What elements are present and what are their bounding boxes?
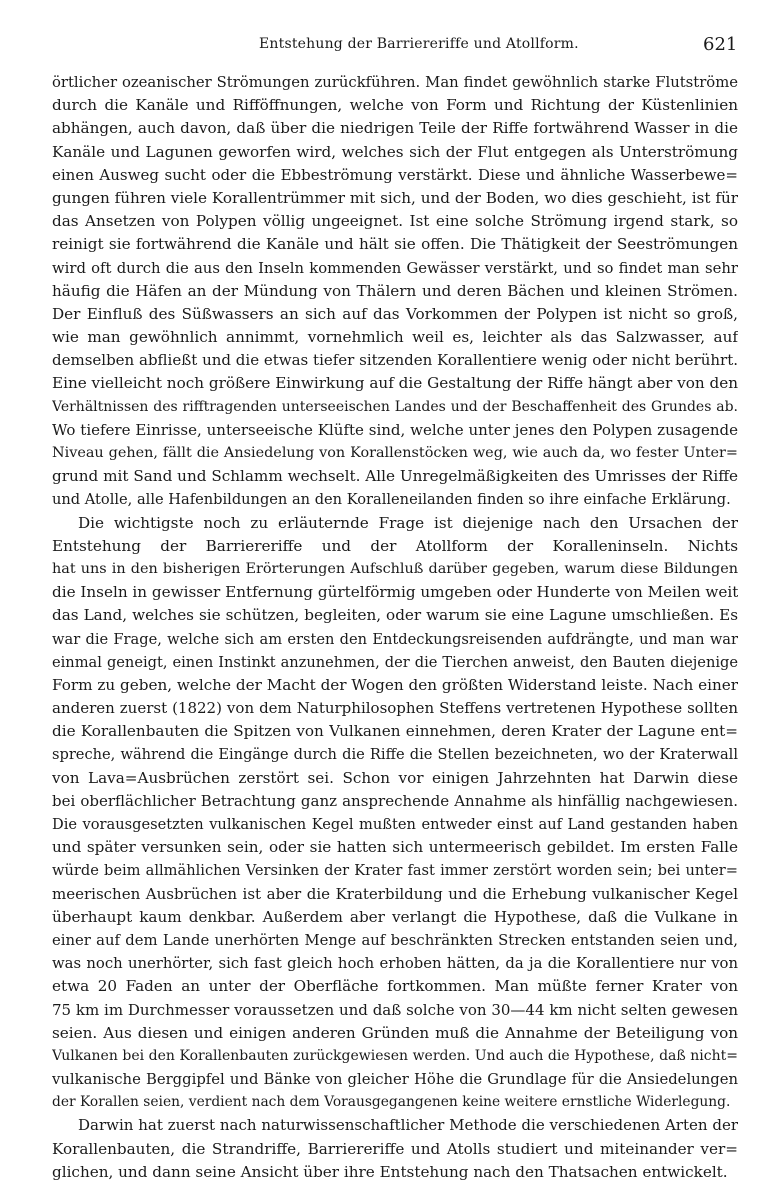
text-line: vulkanische Berggipfel und Bänke von gleicher Höhe die Grundlage für die Ansiedelungen xyxy=(52,1071,738,1089)
text-line: reinigt sie fortwährend die Kanäle und hält sie offen. Die Thätigkeit der Seeströmungen xyxy=(52,235,738,254)
text-line: glichen, und dann seine Ansicht über ihre Entstehung nach den Thatsachen entwickelt. xyxy=(52,1162,728,1181)
text-line: das Ansetzen von Polypen völlig ungeeignet. Ist eine solche Strömung irgend stark, so xyxy=(52,212,738,231)
text-line: örtlicher ozeanischer Strömungen zurückführen. Man findet gewöhnlich starke Flutströme xyxy=(52,74,738,91)
text-line: anderen zuerst (1822) von dem Naturphilosophen Steffens vertretenen Hypothese sollten xyxy=(52,699,738,718)
text-line: häufig die Häfen an der Mündung von Thälern und deren Bächen und kleinen Strömen. xyxy=(52,281,738,300)
text-line: seien. Aus diesen und einigen anderen Gründen muß die Annahme der Beteiligung von xyxy=(52,1023,738,1042)
text-line: Darwin hat zuerst nach naturwissenschaftlicher Methode die verschiedenen Arten der xyxy=(78,1116,738,1135)
text-line: Eine vielleicht noch größere Einwirkung auf die Gestaltung der Riffe hängt aber von den xyxy=(52,374,738,393)
text-line: Kanäle und Lagunen geworfen wird, welches sich der Flut entgegen als Unterströmung xyxy=(52,142,738,161)
text-line: einen Ausweg sucht oder die Ebbeströmung verstärkt. Diese und ähnliche Wasserbewe= xyxy=(52,165,738,184)
text-line: Niveau gehen, fällt die Ansiedelung von Korallenstöcken weg, wie auch da, wo fester Unter= xyxy=(52,445,738,461)
text-line: Vulkanen bei den Korallenbauten zurückgewiesen werden. Und auch die Hypothese, daß nicht= xyxy=(52,1047,738,1064)
text-line: wie man gewöhnlich annimmt, vornehmlich weil es, leichter als das Salzwasser, auf xyxy=(52,328,738,347)
text-line: wird oft durch die aus den Inseln kommenden Gewässer verstärkt, und so findet man sehr xyxy=(52,259,738,277)
text-line: hat uns in den bisherigen Erörterungen Aufschluß darüber gegeben, warum diese Bildungen xyxy=(52,560,738,577)
text-line: die Korallenbauten die Spitzen von Vulkanen einnehmen, deren Krater der Lagune ent= xyxy=(52,722,738,741)
running-title: Entstehung der Barriereriffe und Atollform. xyxy=(259,36,579,52)
paragraph xyxy=(52,512,738,1115)
page-number: 621 xyxy=(703,34,738,55)
text-line: Die wichtigste noch zu erläuternde Frage ist diejenige nach den Ursachen der xyxy=(78,513,738,532)
text-line: spreche, während die Eingänge durch die Riffe die Stellen bezeichneten, wo der Kraterwall xyxy=(52,746,738,764)
text-line: Wo tiefere Einrisse, unterseeische Klüfte sind, welche unter jenes den Polypen zusagende xyxy=(52,420,738,439)
text-line: gungen führen viele Korallentrümmer mit sich, und der Boden, wo dies geschieht, ist für xyxy=(52,188,738,207)
text-line: Der Einfluß des Süßwassers an sich auf das Vorkommen der Polypen ist nicht so groß, xyxy=(52,304,738,323)
text-line: einmal geneigt, einen Instinkt anzunehmen, der die Tierchen anweist, den Bauten diejenige xyxy=(52,653,738,671)
text-line: die Inseln in gewisser Entfernung gürtelförmig umgeben oder Hunderte von Meilen weit xyxy=(52,583,738,602)
text-line: von Lava=Ausbrüchen zerstört sei. Schon vor einigen Jahrzehnten hat Darwin diese xyxy=(52,768,738,787)
text-line: demselben abfließt und die etwas tiefer sitzenden Korallentiere wenig oder nicht berührt. xyxy=(52,351,738,370)
text-line: war die Frage, welche sich am ersten den Entdeckungsreisenden aufdrängte, und man war xyxy=(52,630,738,648)
text-line: Verhältnissen des rifftragenden unterseeischen Landes und der Beschaffenheit des Grundes ab. xyxy=(52,398,738,415)
running-head xyxy=(0,34,781,58)
text-line: meerischen Ausbrüchen ist aber die Kraterbildung und die Erhebung vulkanischer Kegel xyxy=(52,884,738,903)
text-line: etwa 20 Faden an unter der Oberfläche fortkommen. Man müßte ferner Krater von xyxy=(52,977,738,996)
body-text xyxy=(52,71,738,1184)
text-line: bei oberflächlicher Betrachtung ganz ansprechende Annahme als hinfällig nachgewiesen. xyxy=(52,791,738,810)
paragraph xyxy=(52,71,738,512)
text-line: durch die Kanäle und Rifföffnungen, welche von Form und Richtung der Küstenlinien xyxy=(52,96,738,115)
text-line: der Korallen seien, verdient nach dem Vorausgegangenen keine weitere ernstliche Widerlegung. xyxy=(52,1094,731,1111)
text-line: und später versunken sein, oder sie hatten sich untermeerisch gebildet. Im ersten Falle xyxy=(52,838,738,857)
text-line: 75 km im Durchmesser voraussetzen und daß solche von 30—44 km nicht selten gewesen xyxy=(52,1000,738,1019)
text-line: Die vorausgesetzten vulkanischen Kegel mußten entweder einst auf Land gestanden haben xyxy=(52,816,738,833)
text-line: überhaupt kaum denkbar. Außerdem aber verlangt die Hypothese, daß die Vulkane in xyxy=(52,907,738,926)
text-line: einer auf dem Lande unerhörten Menge auf beschränkten Strecken entstanden seien und, xyxy=(52,931,738,949)
text-line: Entstehung der Barriereriffe und der Atollform der Koralleninseln. Nichts xyxy=(52,536,738,555)
text-line: und Atolle, alle Hafenbildungen an den Koralleneilanden finden so ihre einfache Erklärung. xyxy=(52,491,731,509)
text-line: abhängen, auch davon, daß über die niedrigen Teile der Riffe fortwährend Wasser in die xyxy=(52,119,738,138)
text-line: würde beim allmählichen Versinken der Krater fast immer zerstört worden sein; bei unter= xyxy=(52,862,738,880)
text-line: das Land, welches sie schützen, begleiten, oder warum sie eine Lagune umschließen. Es xyxy=(52,606,738,625)
text-line: Korallenbauten, die Strandriffe, Barriereriffe und Atolls studiert und miteinander ver= xyxy=(52,1139,738,1158)
text-line: grund mit Sand und Schlamm wechselt. Alle Unregelmäßigkeiten des Umrisses der Riffe xyxy=(52,467,738,486)
text-line: Form zu geben, welche der Macht der Wogen den größten Widerstand leiste. Nach einer xyxy=(52,675,738,694)
paragraph xyxy=(52,1114,738,1184)
text-line: was noch unerhörter, sich fast gleich hoch erhoben hätten, da ja die Korallentiere nur von xyxy=(52,955,738,973)
